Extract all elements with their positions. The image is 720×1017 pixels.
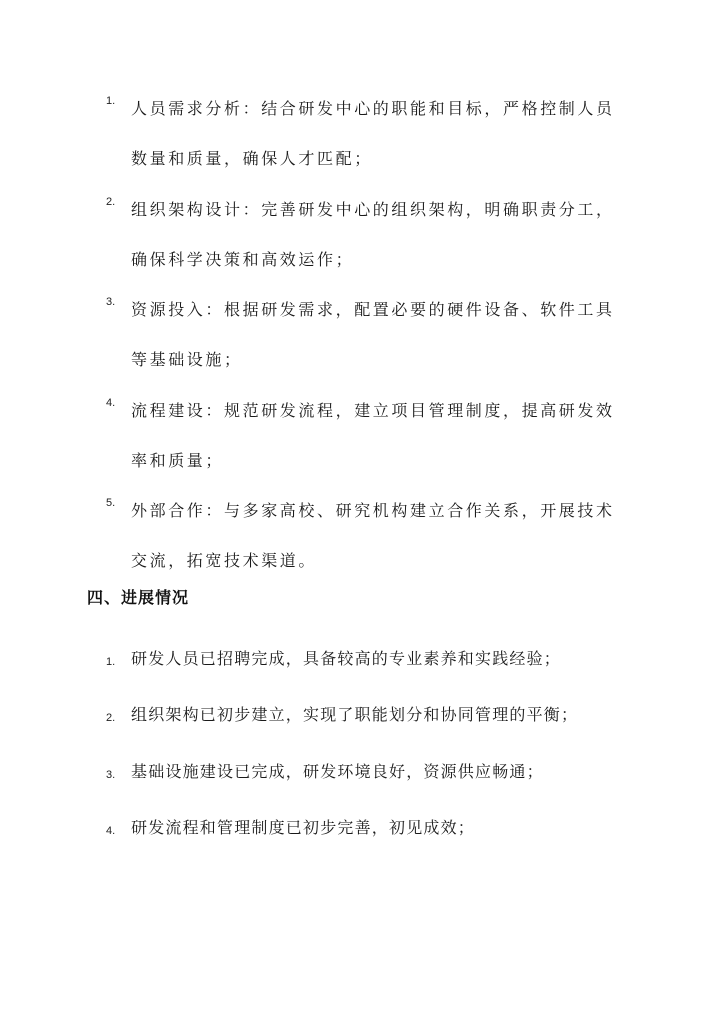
section-heading: 四、进展情况 bbox=[87, 588, 190, 607]
progress-list bbox=[0, 645, 720, 870]
list-item-text: 人员需求分析：结合研发中心的职能和目标，严格控制人员数量和质量，确保人才匹配； bbox=[131, 99, 615, 168]
list-item bbox=[0, 386, 720, 487]
list-item-number: 2. bbox=[106, 195, 116, 208]
list-item-text: 资源投入：根据研发需求，配置必要的硬件设备、软件工具等基础设施； bbox=[131, 300, 615, 370]
measures-list bbox=[0, 84, 720, 587]
list-item-number: 1. bbox=[106, 95, 116, 107]
list-item-number: 2. bbox=[106, 712, 116, 725]
list-item bbox=[0, 285, 720, 386]
list-item-number: 5. bbox=[106, 497, 116, 510]
list-item-text: 流程建设：规范研发流程，建立项目管理制度，提高研发效率和质量； bbox=[131, 400, 615, 470]
list-item-number: 3. bbox=[106, 296, 116, 309]
list-item-number: 4. bbox=[106, 824, 116, 837]
list-item bbox=[0, 486, 720, 587]
list-item bbox=[0, 758, 720, 814]
list-item-text: 研发流程和管理制度已初步完善，初见成效； bbox=[131, 817, 476, 837]
list-item-number: 3. bbox=[106, 768, 116, 781]
list-item-text: 组织架构设计：完善研发中心的组织架构，明确职责分工，确保科学决策和高效运作； bbox=[131, 199, 615, 269]
list-item-text: 外部合作：与多家高校、研究机构建立合作关系，开展技术交流，拓宽技术渠道。 bbox=[131, 501, 615, 571]
list-item bbox=[0, 645, 720, 701]
list-item-text: 研发人员已招聘完成，具备较高的专业素养和实践经验； bbox=[131, 649, 562, 668]
list-item-number: 1. bbox=[106, 656, 116, 668]
list-item bbox=[0, 814, 720, 870]
list-item bbox=[0, 185, 720, 286]
list-item bbox=[0, 84, 720, 185]
list-item bbox=[0, 701, 720, 757]
list-item-text: 基础设施建设已完成，研发环境良好，资源供应畅通； bbox=[131, 761, 544, 781]
list-item-number: 4. bbox=[106, 396, 116, 409]
list-item-text: 组织架构已初步建立，实现了职能划分和协同管理的平衡； bbox=[131, 705, 579, 725]
